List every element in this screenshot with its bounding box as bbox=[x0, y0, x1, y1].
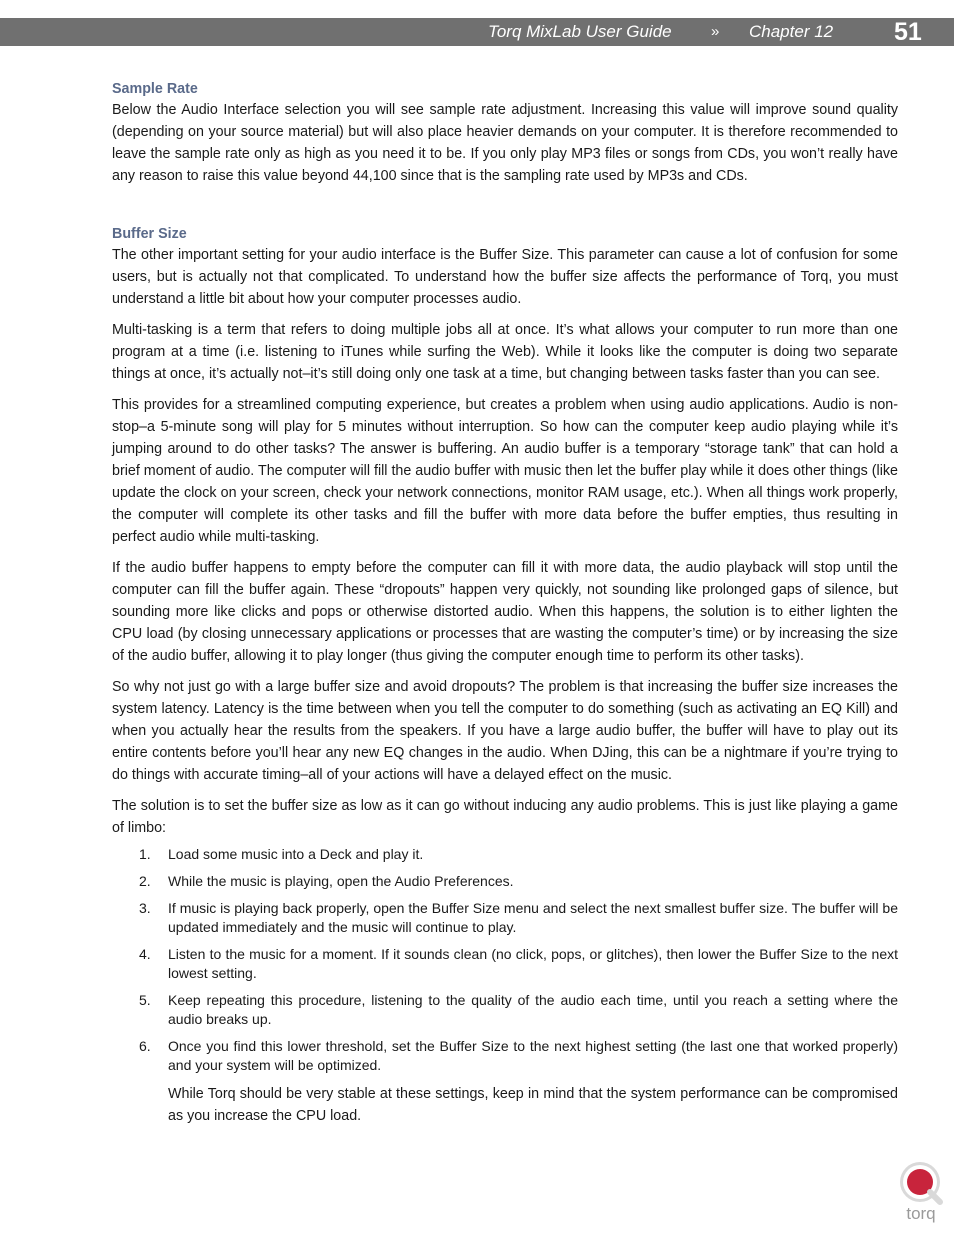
list-item bbox=[112, 1037, 898, 1075]
section-heading-buffer-size: Buffer Size bbox=[112, 226, 187, 242]
step-text: Listen to the music for a moment. If it sounds clean (no click, pops, or glitches), then lower the Buffer Size to the next lowest setting. bbox=[168, 946, 898, 981]
step-text: Keep repeating this procedure, listening to the quality of the audio each time, until you reach a setting where the audio breaks up. bbox=[168, 992, 898, 1027]
buffer-size-paragraph: The other important setting for your audio interface is the Buffer Size. This parameter can cause a lot of confusion for some users, but is actually not that complicated. To understand how the buffer size affects the performance of Torq, you must understand a little bit about how your computer processes audio. bbox=[112, 247, 898, 307]
list-item bbox=[112, 899, 898, 937]
buffer-size-paragraph: The solution is to set the buffer size as low as it can go without inducing any audio problems. This is just like playing a game of limbo: bbox=[112, 798, 898, 836]
buffer-size-paragraph: Multi-tasking is a term that refers to doing multiple jobs all at once. It’s what allows your computer to run more than one program at a time (i.e. listening to iTunes while surfing the Web). While it looks like the computer is doing two separate things at once, it’s actually not–it’s still doing only one task at a time, but changing between tasks faster than you can see. bbox=[112, 322, 898, 382]
chapter-label: Chapter 12 bbox=[749, 22, 834, 41]
list-item bbox=[112, 945, 898, 983]
step-number: 2. bbox=[139, 873, 151, 889]
step-number: 3. bbox=[139, 900, 151, 916]
page-number: 51 bbox=[894, 18, 922, 46]
stability-note: While Torq should be very stable at these settings, keep in mind that the system performance can be compromised as you increase the CPU load. bbox=[168, 1086, 898, 1124]
step-number: 5. bbox=[139, 992, 151, 1008]
buffer-size-paragraph: So why not just go with a large buffer size and avoid dropouts? The problem is that increasing the buffer size increases the system latency. Latency is the time between when you tell the computer to do something (such as activating an EQ Kill) and when you actually hear the results from the speakers. If you have a large audio buffer, the buffer will have to play out its entire contents before you’ll hear any new EQ changes in the audio. When DJing, this can be a nightmare if you’re trying to do things with accurate timing–all of your actions will have a delayed effect on the music. bbox=[112, 679, 898, 783]
page-content bbox=[112, 79, 898, 1127]
section-heading-sample-rate: Sample Rate bbox=[112, 81, 198, 97]
step-number: 1. bbox=[139, 846, 151, 862]
torq-logo-icon bbox=[896, 1158, 946, 1224]
list-item bbox=[112, 872, 898, 891]
buffer-size-paragraph: This provides for a streamlined computing experience, but creates a problem when using audio applications. Audio is non-stop–a 5-minute song will play for 5 minutes without interruption. So how can the computer keep audio playing while it’s jumping around to do other tasks? The answer is buffering. An audio buffer is a temporary “storage tank” that can hold a brief moment of audio. The computer will fill the audio buffer with music then let the buffer play while it does other things (like update the clock on your screen, check your network connections, monitor RAM usage, etc.). When all things work properly, the computer will complete its other tasks and fill the buffer with more data before the buffer empties, thus resulting in perfect audio while multi-tasking. bbox=[112, 397, 898, 545]
sample-rate-paragraph: Below the Audio Interface selection you will see sample rate adjustment. Increasing this value will improve sound quality (depending on your source material) but will also place heavier demands on your computer. It is therefore recommended to leave the sample rate only as high as you need it to be. If you only play MP3 files or songs from CDs, you won’t really have any reason to raise this value beyond 44,100 since that is the sampling rate used by MP3s and CDs. bbox=[112, 102, 898, 184]
svg-text:torq: torq bbox=[906, 1204, 936, 1223]
step-text: If music is playing back properly, open the Buffer Size menu and select the next smallest buffer size. The buffer will be updated immediately and the music will continue to play. bbox=[168, 900, 898, 935]
step-text: Once you find this lower threshold, set the Buffer Size to the next highest setting (the last one that worked properly) and your system will be optimized. bbox=[168, 1038, 898, 1073]
page-header bbox=[0, 18, 954, 46]
header-separator: » bbox=[711, 23, 720, 40]
buffer-size-paragraph: If the audio buffer happens to empty before the computer can fill it with more data, the audio playback will stop until the computer can fill the buffer again. These “dropouts” happen very quickly, not sounding like prolonged gaps of silence, but sounding more like clicks and pops or otherwise distorted audio. When this happens, the solution is to either lighten the CPU load (by closing unnecessary applications or processes that are wasting the computer’s time) or by increasing the size of the audio buffer, allowing it to play longer (thus giving the computer enough time to perform its other tasks). bbox=[112, 560, 898, 664]
list-item bbox=[112, 845, 898, 864]
limbo-steps-list bbox=[112, 845, 898, 1075]
step-number: 6. bbox=[139, 1038, 151, 1054]
list-item bbox=[112, 991, 898, 1029]
step-text: Load some music into a Deck and play it. bbox=[168, 846, 424, 862]
step-number: 4. bbox=[139, 946, 151, 962]
step-text: While the music is playing, open the Audio Preferences. bbox=[168, 873, 514, 889]
guide-title: Torq MixLab User Guide bbox=[488, 22, 672, 41]
section-spacer bbox=[112, 196, 898, 224]
